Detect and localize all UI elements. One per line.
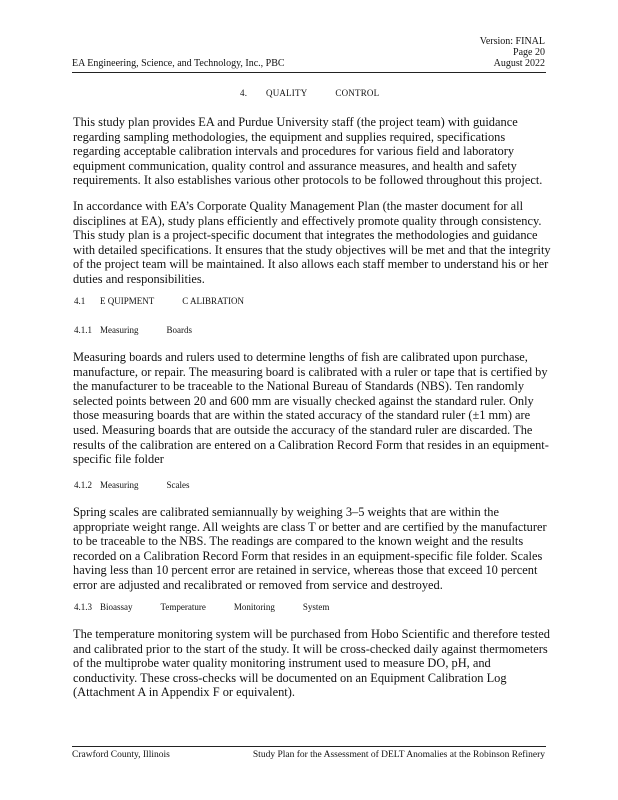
- section-number: 4.1: [74, 296, 86, 306]
- body-paragraph: This study plan provides EA and Purdue University staff (the project team) with guidance regarding sampling methodologies, the equipment and supplies required, specifications regarding acceptable calibration intervals and procedures for various field and laboratory equipment communication, quality control and assurance measures, and health and safety requirements. It also establishes various other protocols to be followed throughout this project.: [73, 115, 543, 188]
- page-number: Page 20: [513, 47, 545, 58]
- footer-divider: [72, 746, 546, 747]
- section-title-word: C ALIBRATION: [182, 296, 245, 306]
- section-title-word: CONTROL: [335, 88, 380, 98]
- footer-location: Crawford County, Illinois: [72, 750, 170, 760]
- section-title-word: QUALITY: [266, 88, 308, 98]
- section-title-word: Monitoring: [233, 602, 275, 612]
- company-name: EA Engineering, Science, and Technology, Inc., PBC: [72, 58, 285, 69]
- body-paragraph: The temperature monitoring system will be purchased from Hobo Scientific and therefore tested and calibrated prior to the start of the study. It will be cross-checked daily against thermometers of the multiprobe water quality monitoring instrument used to measure DO, pH, and conductivity. These cross-checks will be documented on an Equipment Calibration Log (Attachment A in Appendix F or equivalent).: [73, 627, 550, 700]
- body-paragraph: In accordance with EA’s Corporate Quality Management Plan (the master document for all disciplines at EA), study plans efficiently and effectively promote quality through consistency. This study plan is a project-specific document that integrates the methodologies and guidance with detailed specifications. It ensures that the study objectives will be met and that the integrity of the project team will be maintained. It also allows each staff member to understand his or her duties and responsibilities.: [73, 199, 551, 286]
- section-title-word: Boards: [166, 325, 192, 335]
- page-header-meta: [480, 36, 545, 69]
- section-title-word: Measuring: [100, 325, 139, 335]
- body-paragraph: Measuring boards and rulers used to determine lengths of fish are calibrated upon purchase, manufacture, or repair. The measuring board is calibrated with a ruler or tape that is certified by the manufacturer to be traceable to the National Bureau of Standards (NBS). Ten randomly selected points between 20 and 600 mm are visually checked against the standard ruler. Only those measuring boards that are within the stated accuracy of the standard ruler (±1 mm) are used. Measuring boards that are outside the accuracy of the standard ruler are discarded. The results of the calibration are entered on a Calibration Record Form that resides in an equipment-specific file folder: [73, 350, 549, 467]
- section-heading-4-1-1: [74, 325, 192, 335]
- section-title-word: Temperature: [160, 602, 206, 612]
- section-number: 4.1.1: [74, 325, 92, 335]
- section-heading-4-1-3: [74, 602, 329, 612]
- version-label: Version: FINAL: [479, 36, 545, 47]
- section-title-word: Scales: [166, 480, 190, 490]
- section-heading-4-1-2: [74, 480, 190, 490]
- section-title-word: System: [302, 602, 330, 612]
- body-paragraph: Spring scales are calibrated semiannually by weighing 3–5 weights that are within the appropriate weight range. All weights are class T or better and are certified by the manufacturer to be traceable to the NBS. The readings are compared to the known weight and the results recorded on a Calibration Record Form that resides in an equipment-specific file folder. Scales having less than 10 percent error are retained in service, whereas those that exceed 10 percent error are adjusted and recalibrated or removed from service and destroyed.: [73, 505, 547, 592]
- section-number: 4.: [240, 88, 248, 98]
- section-title-word: Measuring: [100, 480, 139, 490]
- header-divider: [72, 72, 546, 73]
- header-date: August 2022: [493, 58, 545, 69]
- section-heading-4: [240, 88, 379, 98]
- section-number: 4.1.3: [74, 602, 92, 612]
- section-title-word: E QUIPMENT: [100, 296, 155, 306]
- section-number: 4.1.2: [74, 480, 92, 490]
- footer-document-title: Study Plan for the Assessment of DELT Anomalies at the Robinson Refinery: [252, 750, 545, 760]
- section-heading-4-1: [74, 296, 244, 306]
- section-title-word: Bioassay: [100, 602, 133, 612]
